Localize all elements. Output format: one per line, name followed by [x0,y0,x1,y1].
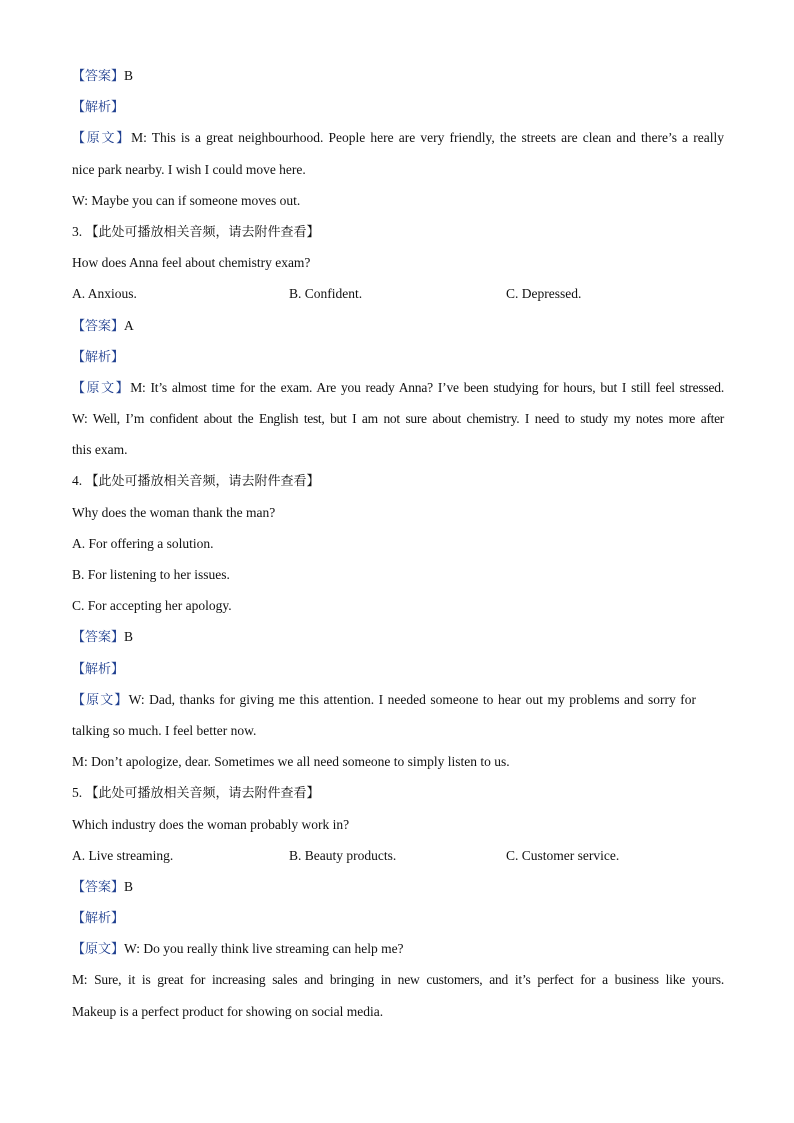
option-a: A. Anxious. [72,286,137,302]
answer-label: 【答案】 [72,318,125,334]
option-a: A. For offering a solution. [72,535,214,551]
transcript-line [72,372,724,403]
analysis-line [72,902,724,933]
transcript-line [72,684,724,715]
transcript-text: W: Do you really think live streaming can help me? [124,941,404,957]
audio-note: 【此处可播放相关音频，请去附件查看】 [85,474,320,490]
transcript-line: nice park nearby. I wish I could move here. [72,161,306,177]
analysis-label: 【解析】 [72,349,125,365]
question-header [72,216,724,247]
answer-label: 【答案】 [72,69,125,84]
transcript-text: M: It’s almost time for the exam. Are you ready Anna? I’ve been studying for hours, but I still feel stressed. [130,379,724,395]
question-number: 4. [72,473,83,489]
answer-value: B [124,878,134,894]
transcript-line: this exam. [72,442,128,458]
transcript-line [72,122,724,153]
transcript-label: 【原文】 [72,380,131,396]
question-header [72,777,724,808]
transcript-line: talking so much. I feel better now. [72,722,257,738]
analysis-line [72,341,724,372]
analysis-line [72,653,724,684]
answer-label: 【答案】 [72,630,125,646]
question-text: Why does the woman thank the man? [72,504,276,520]
option-b: B. Beauty products. [289,847,397,863]
transcript-label: 【原文】 [72,131,132,147]
transcript-line: M: Don’t apologize, dear. Sometimes we all need someone to simply listen to us. [72,754,510,770]
answer-line [72,310,724,341]
question-text: How does Anna feel about chemistry exam? [72,255,311,271]
answer-line [72,621,724,652]
options-row [72,278,724,309]
document-page [72,60,724,1027]
question-number: 3. [72,223,83,239]
transcript-label: 【原文】 [72,692,129,708]
audio-note: 【此处可播放相关音频，请去附件查看】 [85,224,320,240]
option-b: B. For listening to her issues. [72,567,230,582]
question-text: Which industry does the woman probably work in? [72,816,350,832]
transcript-text: M: This is a great neighbourhood. People here are very friendly, the streets are clean and there’s a really [131,130,724,146]
answer-value: A [124,317,134,333]
answer-line [72,60,724,91]
answer-value: B [124,68,134,83]
question-header [72,465,724,496]
options-row [72,840,724,871]
analysis-line [72,91,724,122]
option-a: A. Live streaming. [72,847,174,863]
answer-value: B [124,629,134,645]
analysis-label: 【解析】 [72,661,125,677]
option-c: C. Depressed. [506,286,582,302]
answer-line [72,871,724,902]
analysis-label: 【解析】 [72,911,125,927]
analysis-label: 【解析】 [72,100,125,116]
transcript-line: W: Maybe you can if someone moves out. [72,192,301,208]
transcript-label: 【原文】 [72,942,125,958]
audio-note: 【此处可播放相关音频，请去附件查看】 [85,786,320,802]
answer-label: 【答案】 [72,879,125,895]
transcript-line: Makeup is a perfect product for showing on social media. [72,1003,384,1019]
question-number: 5. [72,785,83,801]
transcript-line: W: Well, I’m confident about the English test, but I am not sure about chemistry. I need to study my notes more after [72,411,724,427]
option-c: C. For accepting her apology. [72,598,232,614]
option-b: B. Confident. [289,286,363,302]
transcript-text: W: Dad, thanks for giving me this attention. I needed someone to hear out my problems and sorry for [128,691,696,707]
transcript-line: M: Sure, it is great for increasing sales and bringing in new customers, and it’s perfect for a business like yours. [72,972,724,988]
option-c: C. Customer service. [506,847,620,863]
transcript-line [72,933,724,964]
